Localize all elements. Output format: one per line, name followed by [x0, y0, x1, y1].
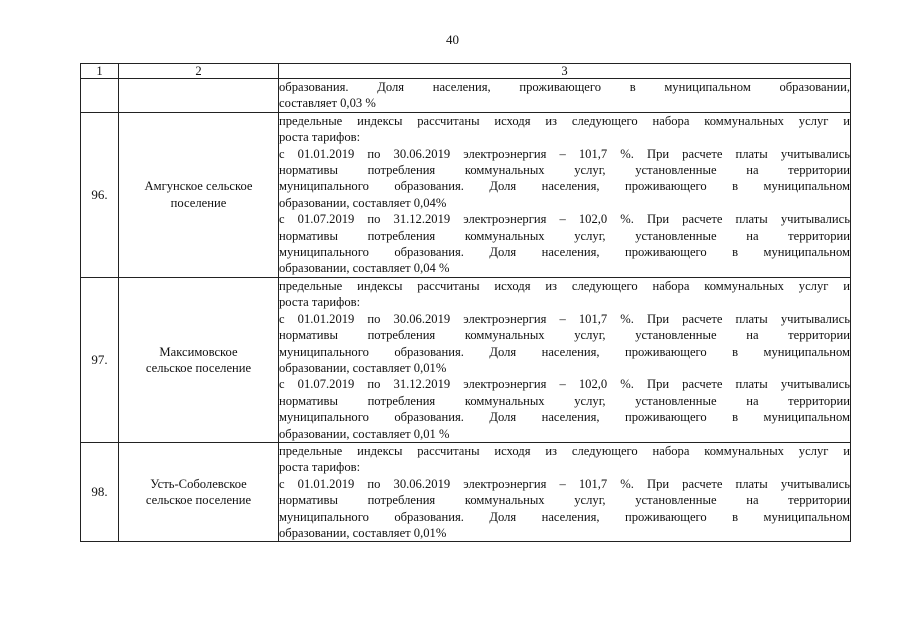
column-header-1: 1 — [81, 64, 119, 79]
description-line: с 01.01.2019 по 30.06.2019 электроэнергия – 101,7 %. При расчете платы учитывались — [279, 476, 850, 491]
tariff-table — [80, 63, 851, 542]
description-line: образования. Доля населения, проживающего в муниципальном образовании, — [279, 80, 850, 94]
description-line: роста тарифов: — [279, 130, 361, 145]
description-line: с 01.07.2019 по 31.12.2019 электроэнергия – 102,0 %. При расчете платы учитывались — [279, 212, 850, 227]
description-line: нормативы потребления коммунальных услуг, установленные на территории — [279, 393, 850, 408]
description-line: образовании, составляет 0,01 % — [279, 426, 450, 441]
table-row — [81, 79, 851, 113]
description-line: роста тарифов: — [279, 460, 361, 475]
settlement-name-line: Амгунское сельское — [144, 179, 253, 194]
table-row — [81, 277, 851, 442]
description-line: нормативы потребления коммунальных услуг, установленные на территории — [279, 228, 850, 243]
column-header-3: 3 — [279, 64, 851, 79]
page-number: 40 — [446, 32, 459, 47]
description-line: роста тарифов: — [279, 295, 361, 310]
row-number: 97. — [81, 277, 119, 442]
row-number: 98. — [81, 442, 119, 541]
table-row — [81, 112, 851, 277]
description-line: с 01.07.2019 по 31.12.2019 электроэнергия – 102,0 %. При расчете платы учитывались — [279, 377, 850, 392]
description-line: муниципального образования. Доля населения, проживающего в муниципальном — [279, 509, 850, 524]
settlement-name — [119, 277, 279, 442]
description-line: образовании, составляет 0,01% — [279, 525, 447, 540]
description-line: муниципального образования. Доля населения, проживающего в муниципальном — [279, 179, 850, 194]
table-header-row — [81, 64, 851, 79]
table-row — [81, 442, 851, 541]
description-line: муниципального образования. Доля населения, проживающего в муниципальном — [279, 245, 850, 260]
settlement-name-line: Максимовское — [159, 344, 238, 359]
row-number: 96. — [81, 112, 119, 277]
column-header-2: 2 — [119, 64, 279, 79]
settlement-name — [119, 442, 279, 541]
tariff-description — [279, 277, 851, 442]
description-line: нормативы потребления коммунальных услуг, установленные на территории — [279, 163, 850, 178]
row-number — [81, 79, 119, 113]
description-line: предельные индексы рассчитаны исходя из следующего набора коммунальных услуг и — [279, 113, 850, 128]
settlement-name-line: сельское поселение — [145, 493, 252, 508]
description-line: с 01.01.2019 по 30.06.2019 электроэнергия – 101,7 %. При расчете платы учитывались — [279, 146, 850, 161]
tariff-description — [279, 112, 851, 277]
description-line: нормативы потребления коммунальных услуг, установленные на территории — [279, 328, 850, 343]
settlement-name-line: сельское поселение — [145, 360, 252, 375]
description-line: с 01.01.2019 по 30.06.2019 электроэнергия – 101,7 %. При расчете платы учитывались — [279, 311, 850, 326]
description-line: предельные индексы рассчитаны исходя из следующего набора коммунальных услуг и — [279, 443, 850, 458]
description-line: образовании, составляет 0,04% — [279, 195, 447, 210]
settlement-name — [119, 112, 279, 277]
settlement-name-line: Усть-Соболевское — [150, 476, 247, 491]
description-line: нормативы потребления коммунальных услуг, установленные на территории — [279, 493, 850, 508]
description-line: муниципального образования. Доля населения, проживающего в муниципальном — [279, 410, 850, 425]
description-line: составляет 0,03 % — [279, 96, 376, 111]
description-line: муниципального образования. Доля населения, проживающего в муниципальном — [279, 344, 850, 359]
settlement-name — [119, 79, 279, 113]
description-line: образовании, составляет 0,04 % — [279, 261, 450, 276]
description-line: предельные индексы рассчитаны исходя из следующего набора коммунальных услуг и — [279, 278, 850, 293]
settlement-name-line: поселение — [170, 195, 227, 210]
tariff-description — [279, 442, 851, 541]
tariff-description — [279, 79, 851, 113]
description-line: образовании, составляет 0,01% — [279, 360, 447, 375]
